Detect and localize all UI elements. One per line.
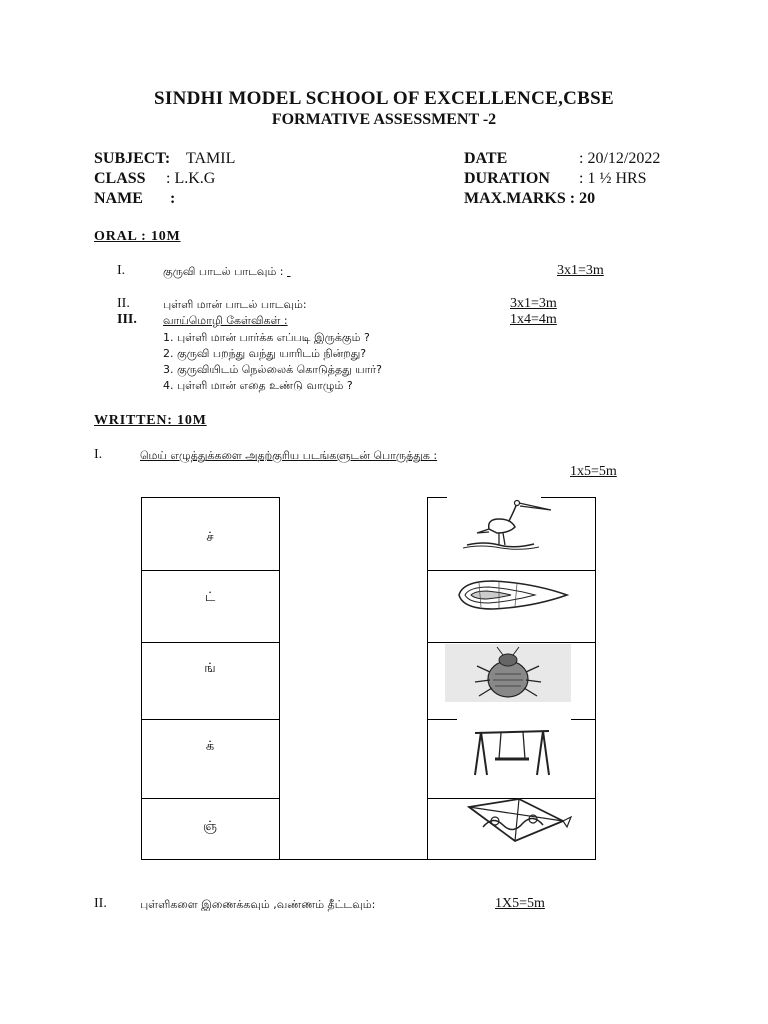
letter-1: ச்: [206, 530, 214, 545]
name-value: :: [170, 190, 176, 207]
written-q1-number: I.: [94, 447, 103, 462]
letter-4: க்: [205, 739, 215, 754]
oral-item-1-text: குருவி பாடல் பாடவும் :: [163, 265, 287, 278]
letter-2: ட்: [204, 590, 216, 605]
matching-table: [141, 497, 596, 860]
oral-item-2-marks: 3x1=3m: [510, 296, 557, 311]
oral-question-4: 4. புள்ளி மான் எதை உண்டு வாழும் ?: [163, 379, 353, 392]
written-q1-marks: 1x5=5m: [570, 464, 617, 479]
bug-picture: [445, 644, 571, 702]
written-q2-number: II.: [94, 896, 107, 911]
oral-item-3-number: III.: [117, 312, 137, 327]
letter-3: ங்: [204, 661, 216, 676]
oral-item-1-marks: 3x1=3m: [557, 263, 604, 278]
kite-picture: [463, 797, 573, 845]
date-value: : 20/12/2022: [579, 150, 661, 167]
name-label: NAME: [94, 190, 143, 207]
letter-5: ஞ்: [203, 819, 217, 834]
subject-label: SUBJECT:: [94, 150, 171, 167]
written-q2-text: புள்ளிகளை இணைக்கவும் ,வண்ணம் தீட்டவும்:: [140, 898, 376, 911]
oral-question-1: 1. புள்ளி மான் பார்க்க எப்படி இருக்கும் ?: [163, 331, 370, 344]
date-label: DATE: [464, 150, 508, 167]
crane-picture: [459, 499, 569, 551]
oral-item-2-number: II.: [117, 296, 130, 311]
oral-item-3-text: வாய்மொழி கேள்விகள் :: [163, 314, 288, 327]
swing-picture: [471, 725, 553, 777]
written-heading: WRITTEN: 10M: [94, 413, 207, 428]
assessment-title: FORMATIVE ASSESSMENT -2: [271, 111, 497, 128]
class-label: CLASS: [94, 170, 146, 187]
oral-item-2-text: புள்ளி மான் பாடல் பாடவும்:: [163, 298, 307, 311]
max-marks: MAX.MARKS : 20: [464, 190, 596, 207]
shell-picture: [453, 575, 573, 615]
oral-question-2: 2. குருவி பறந்து வந்து யாரிடம் நின்றது?: [163, 347, 367, 360]
subject-value: TAMIL: [186, 150, 236, 167]
duration-label: DURATION: [464, 170, 550, 187]
oral-item-3-marks: 1x4=4m: [510, 312, 557, 327]
written-q2-marks: 1X5=5m: [495, 896, 545, 911]
written-q1-text: மெய் எழுத்துக்களை அதற்குரிய படங்களுடன் பொருத்துக :: [140, 449, 438, 462]
oral-question-3: 3. குருவியிடம் நெல்லைக் கொடுத்தது யார்?: [163, 363, 382, 376]
oral-item-1-number: I.: [117, 263, 126, 278]
duration-value: : 1 ½ HRS: [579, 170, 647, 187]
oral-heading: ORAL : 10M: [94, 229, 181, 244]
class-value: : L.K.G: [166, 170, 216, 187]
school-title: SINDHI MODEL SCHOOL OF EXCELLENCE,CBSE: [154, 88, 614, 109]
